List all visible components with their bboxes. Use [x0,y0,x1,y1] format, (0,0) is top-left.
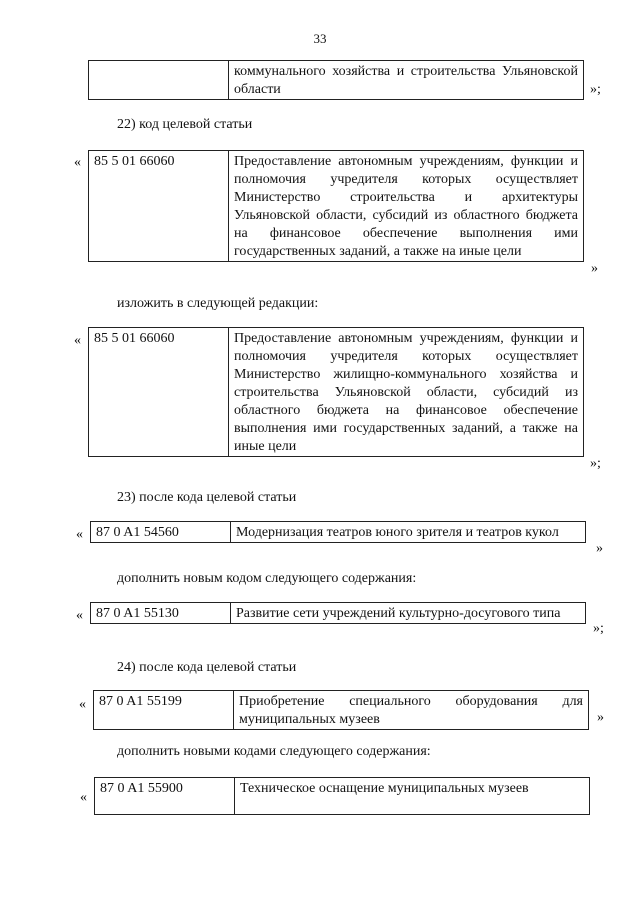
table-row [89,151,584,262]
table-row [94,691,589,730]
opening-quote: « [79,697,86,712]
table-row [91,522,586,543]
opening-quote: « [76,608,83,623]
description-cell: Предоставление автономным учреждениям, функции и полномочия учредителя которых осуществляет Министерство строительства и архитектуры Ульяновской области, субсидий из областного бюджета на финансовое обеспечение выполнения ими государственных заданий, а также на иные цели [229,151,584,262]
add-instruction-2: дополнить новыми кодами следующего содержания: [117,744,431,759]
table-row [89,328,584,457]
item-23-heading: 23) после кода целевой статьи [117,490,297,505]
budget-table-row-museums-tech [94,777,590,815]
closing-quote: »; [593,621,604,636]
opening-quote: « [74,333,81,348]
description-cell: коммунального хозяйства и строительства Ульяновской области [229,61,584,100]
page-number: 33 [313,31,327,46]
budget-table-new [88,327,584,457]
code-cell: 87 0 A1 55130 [91,603,231,624]
code-cell: 85 5 01 66060 [89,328,229,457]
description-cell: Приобретение специального оборудования для муниципальных музеев [234,691,589,730]
opening-quote: « [76,527,83,542]
item-24-heading: 24) после кода целевой статьи [117,660,297,675]
budget-table-row-theatres [90,521,586,543]
table-row [95,778,590,815]
closing-quote: »; [590,82,601,97]
table-row [89,61,584,100]
description-cell: Техническое оснащение муниципальных музеев [235,778,590,815]
code-cell: 87 0 A1 55199 [94,691,234,730]
closing-quote: » [591,261,598,276]
code-cell: 87 0 A1 54560 [91,522,231,543]
code-cell: 87 0 A1 55900 [95,778,235,815]
closing-quote: »; [590,456,601,471]
budget-table-row-museums-equipment [93,690,589,730]
code-cell [89,61,229,100]
add-instruction-1: дополнить новым кодом следующего содержания: [117,571,417,586]
closing-quote: » [597,710,604,725]
budget-table-continuation [88,60,584,100]
budget-table-old [88,150,584,262]
budget-table-row-culture [90,602,586,624]
closing-quote: » [596,541,603,556]
code-cell: 85 5 01 66060 [89,151,229,262]
edit-instruction: изложить в следующей редакции: [117,296,319,311]
item-22-heading: 22) код целевой статьи [117,117,253,132]
table-row [91,603,586,624]
description-cell: Развитие сети учреждений культурно-досугового типа [231,603,586,624]
opening-quote: « [74,155,81,170]
opening-quote: « [80,790,87,805]
description-cell: Модернизация театров юного зрителя и театров кукол [231,522,586,543]
description-cell: Предоставление автономным учреждениям, функции и полномочия учредителя которых осуществляет Министерство жилищно-коммунального хозяйства и строительства Ульяновской области, субсидий из областного бюджета на финансовое обеспечение выполнения ими государственных заданий, а также на иные цели [229,328,584,457]
